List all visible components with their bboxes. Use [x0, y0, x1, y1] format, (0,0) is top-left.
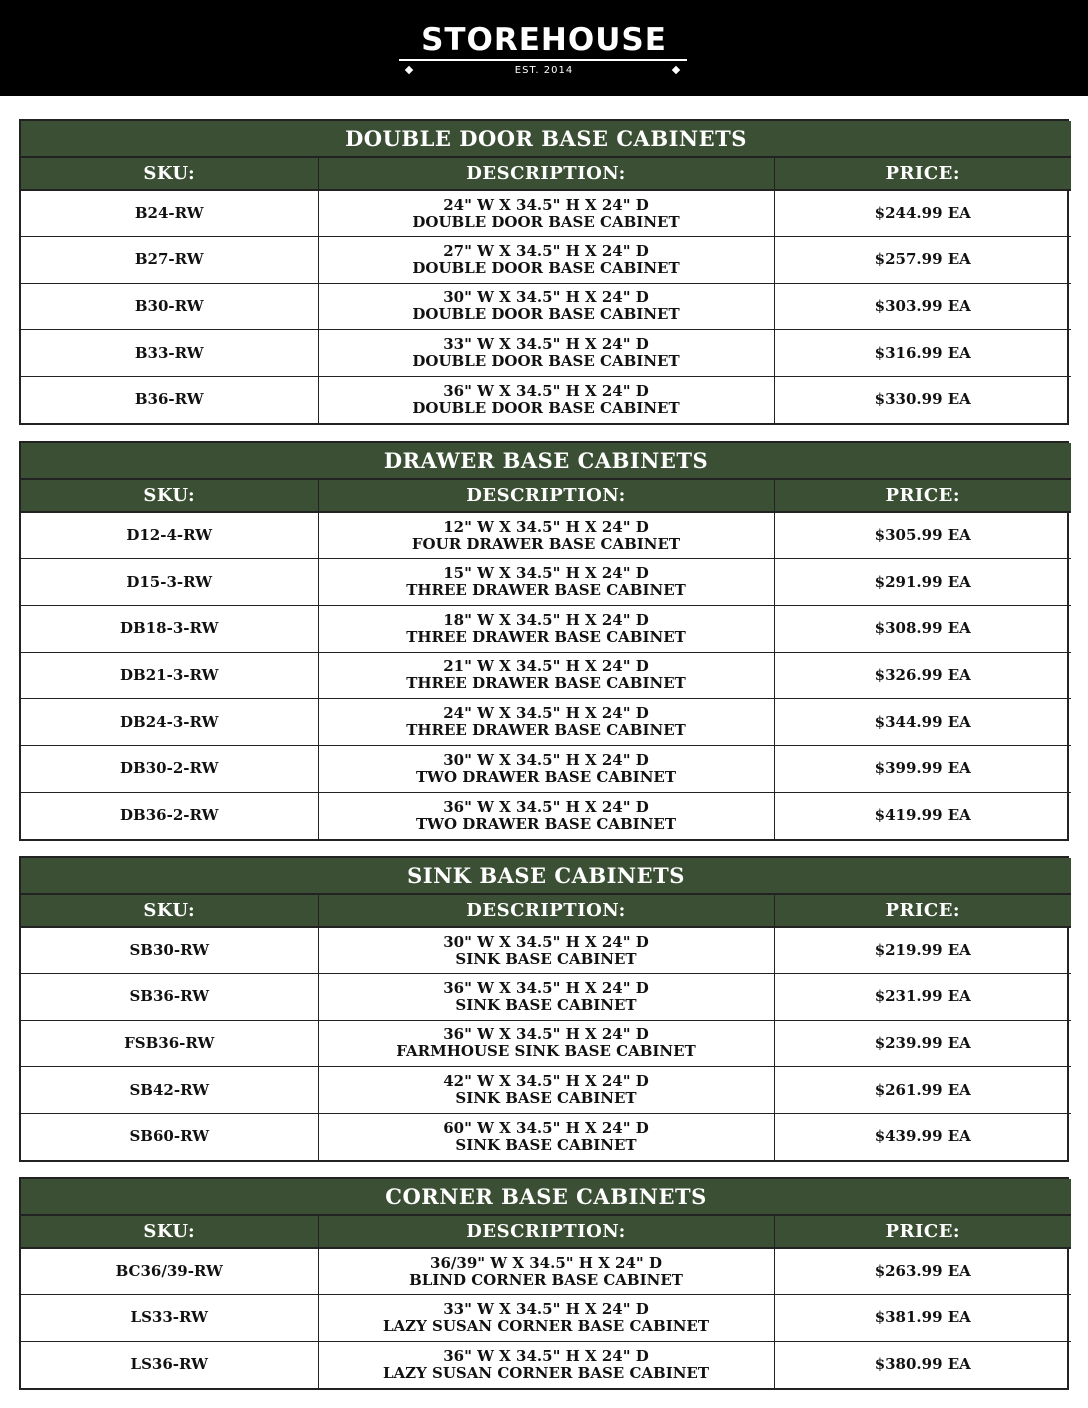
dimensions-text: 30" W X 34.5" H X 24" D	[443, 750, 649, 769]
description-cell	[318, 1341, 774, 1388]
price-cell: $244.99 EA	[774, 190, 1071, 237]
description-cell	[318, 1295, 774, 1342]
dimensions-text: 36" W X 34.5" H X 24" D	[443, 381, 649, 400]
description-text: TWO DRAWER BASE CABINET	[415, 767, 676, 786]
table-row	[21, 376, 1071, 423]
description-cell	[318, 1067, 774, 1114]
column-header-sku: SKU:	[21, 157, 318, 190]
dimensions-text: 36" W X 34.5" H X 24" D	[443, 1346, 649, 1365]
description-cell	[318, 927, 774, 974]
table-row	[21, 1113, 1071, 1160]
sku-cell: SB30-RW	[21, 927, 318, 974]
description-text: SINK BASE CABINET	[455, 1135, 637, 1154]
column-header-sku: SKU:	[21, 1215, 318, 1248]
table-row	[21, 190, 1071, 237]
sku-cell: FSB36-RW	[21, 1020, 318, 1067]
column-header-description: DESCRIPTION:	[318, 157, 774, 190]
dimensions-text: 60" W X 34.5" H X 24" D	[443, 1118, 649, 1137]
sku-cell: SB60-RW	[21, 1113, 318, 1160]
description-cell	[318, 1248, 774, 1295]
description-text: DOUBLE DOOR BASE CABINET	[412, 258, 680, 277]
price-cell: $419.99 EA	[874, 806, 971, 825]
price-cell: $439.99 EA	[874, 1127, 971, 1146]
description-text: THREE DRAWER BASE CABINET	[406, 627, 686, 646]
brand-logo-text: STOREHOUSE	[421, 22, 667, 58]
description-cell	[318, 330, 774, 377]
column-header-price: PRICE:	[774, 894, 1071, 927]
sku-cell: B33-RW	[21, 330, 318, 377]
description-text: FARMHOUSE SINK BASE CABINET	[396, 1042, 696, 1061]
price-cell: $344.99 EA	[774, 699, 1071, 746]
price-cell: $380.99 EA	[874, 1355, 971, 1374]
description-text: THREE DRAWER BASE CABINET	[406, 721, 686, 740]
dimensions-text: 36" W X 34.5" H X 24" D	[443, 797, 649, 816]
description-text: SINK BASE CABINET	[455, 1089, 637, 1108]
cabinet-section	[19, 119, 1069, 425]
description-cell	[318, 512, 774, 559]
column-header-description: DESCRIPTION:	[318, 894, 774, 927]
column-header-price: PRICE:	[774, 157, 1071, 190]
description-text: LAZY SUSAN CORNER BASE CABINET	[382, 1363, 710, 1382]
description-text: DOUBLE DOOR BASE CABINET	[412, 305, 680, 324]
price-cell: $261.99 EA	[774, 1067, 1071, 1114]
dimensions-text: 24" W X 34.5" H X 24" D	[443, 195, 649, 214]
sku-cell: DB18-3-RW	[21, 605, 318, 652]
price-cell: $291.99 EA	[774, 559, 1071, 606]
description-text: TWO DRAWER BASE CABINET	[415, 814, 676, 833]
table-row	[21, 237, 1071, 284]
description-cell	[318, 745, 774, 792]
description-cell	[318, 1113, 774, 1160]
sku-cell: LS33-RW	[21, 1295, 318, 1342]
table-row	[21, 330, 1071, 377]
dimensions-text: 18" W X 34.5" H X 24" D	[443, 610, 649, 629]
sku-cell: B24-RW	[21, 190, 318, 237]
price-cell: $239.99 EA	[774, 1020, 1071, 1067]
section-title: CORNER BASE CABINETS	[21, 1179, 1071, 1215]
description-text: SINK BASE CABINET	[455, 995, 637, 1014]
column-header-price: PRICE:	[774, 479, 1071, 512]
column-header-description: DESCRIPTION:	[318, 1215, 774, 1248]
dimensions-text: 12" W X 34.5" H X 24" D	[443, 517, 649, 536]
description-text: BLIND CORNER BASE CABINET	[409, 1270, 683, 1289]
description-cell	[318, 974, 774, 1021]
price-table	[21, 858, 1071, 1160]
sku-cell: DB30-2-RW	[21, 745, 318, 792]
description-cell	[318, 699, 774, 746]
sku-cell: D12-4-RW	[21, 512, 318, 559]
price-cell: $231.99 EA	[774, 974, 1071, 1021]
sku-cell: B30-RW	[21, 283, 318, 330]
description-text: THREE DRAWER BASE CABINET	[406, 674, 686, 693]
table-row	[21, 1341, 1071, 1388]
section-title: DRAWER BASE CABINETS	[21, 443, 1071, 479]
section-title: DOUBLE DOOR BASE CABINETS	[21, 121, 1071, 157]
dimensions-text: 33" W X 34.5" H X 24" D	[443, 335, 649, 354]
brand-established: EST. 2014	[514, 65, 574, 76]
table-row	[21, 605, 1071, 652]
table-row	[21, 283, 1071, 330]
dimensions-text: 30" W X 34.5" H X 24" D	[443, 932, 649, 951]
table-row	[21, 792, 1071, 839]
table-row	[21, 1295, 1071, 1342]
table-row	[21, 974, 1071, 1021]
dimensions-text: 21" W X 34.5" H X 24" D	[443, 657, 649, 676]
dimensions-text: 27" W X 34.5" H X 24" D	[443, 241, 649, 260]
sku-cell: LS36-RW	[21, 1341, 318, 1388]
column-header-sku: SKU:	[21, 894, 318, 927]
description-cell	[318, 237, 774, 284]
description-text: DOUBLE DOOR BASE CABINET	[412, 352, 680, 371]
description-text: DOUBLE DOOR BASE CABINET	[412, 398, 680, 417]
column-header-price: PRICE:	[774, 1215, 1071, 1248]
sku-cell: SB36-RW	[21, 974, 318, 1021]
description-text: SINK BASE CABINET	[455, 949, 637, 968]
table-row	[21, 652, 1071, 699]
price-cell: $316.99 EA	[774, 330, 1071, 377]
table-row	[21, 1067, 1071, 1114]
cabinet-section	[19, 1177, 1069, 1390]
price-cell: $303.99 EA	[774, 283, 1071, 330]
price-cell: $257.99 EA	[774, 237, 1071, 284]
table-row	[21, 927, 1071, 974]
sku-cell: BC36/39-RW	[21, 1248, 318, 1295]
page-header	[0, 0, 1088, 96]
description-cell	[318, 190, 774, 237]
description-cell	[318, 376, 774, 423]
description-cell	[318, 1020, 774, 1067]
table-row	[21, 1248, 1071, 1295]
description-text: FOUR DRAWER BASE CABINET	[411, 534, 681, 553]
cabinet-section	[19, 856, 1069, 1162]
section-title: SINK BASE CABINETS	[21, 858, 1071, 894]
description-cell	[318, 605, 774, 652]
sku-cell: D15-3-RW	[21, 559, 318, 606]
price-cell: $399.99 EA	[774, 745, 1071, 792]
table-row	[21, 1020, 1071, 1067]
sku-cell: SB42-RW	[21, 1067, 318, 1114]
price-table	[21, 1179, 1071, 1388]
description-cell	[318, 283, 774, 330]
column-header-sku: SKU:	[21, 479, 318, 512]
dimensions-text: 15" W X 34.5" H X 24" D	[443, 564, 649, 583]
price-table	[21, 121, 1071, 423]
table-row	[21, 559, 1071, 606]
price-cell: $330.99 EA	[874, 390, 971, 409]
price-cell: $305.99 EA	[774, 512, 1071, 559]
description-text: THREE DRAWER BASE CABINET	[406, 581, 686, 600]
table-row	[21, 699, 1071, 746]
sku-cell: DB21-3-RW	[21, 652, 318, 699]
cabinet-section	[19, 441, 1069, 841]
description-cell	[318, 652, 774, 699]
description-cell	[318, 792, 774, 839]
price-cell: $263.99 EA	[774, 1248, 1071, 1295]
price-cell: $219.99 EA	[774, 927, 1071, 974]
dimensions-text: 36" W X 34.5" H X 24" D	[443, 1025, 649, 1044]
description-text: LAZY SUSAN CORNER BASE CABINET	[382, 1316, 710, 1335]
price-cell: $308.99 EA	[774, 605, 1071, 652]
table-row	[21, 512, 1071, 559]
dimensions-text: 33" W X 34.5" H X 24" D	[443, 1299, 649, 1318]
price-cell: $381.99 EA	[774, 1295, 1071, 1342]
price-table	[21, 443, 1071, 839]
sku-cell: DB36-2-RW	[21, 792, 318, 839]
sku-cell: DB24-3-RW	[21, 699, 318, 746]
description-text: DOUBLE DOOR BASE CABINET	[412, 212, 680, 231]
dimensions-text: 30" W X 34.5" H X 24" D	[443, 288, 649, 307]
dimensions-text: 36" W X 34.5" H X 24" D	[443, 978, 649, 997]
table-row	[21, 745, 1071, 792]
sku-cell: B27-RW	[21, 237, 318, 284]
dimensions-text: 42" W X 34.5" H X 24" D	[443, 1072, 649, 1091]
brand-divider	[399, 59, 687, 61]
column-header-description: DESCRIPTION:	[318, 479, 774, 512]
description-cell	[318, 559, 774, 606]
sku-cell: B36-RW	[21, 376, 318, 423]
dimensions-text: 36/39" W X 34.5" H X 24" D	[430, 1253, 662, 1272]
price-cell: $326.99 EA	[774, 652, 1071, 699]
dimensions-text: 24" W X 34.5" H X 24" D	[443, 704, 649, 723]
